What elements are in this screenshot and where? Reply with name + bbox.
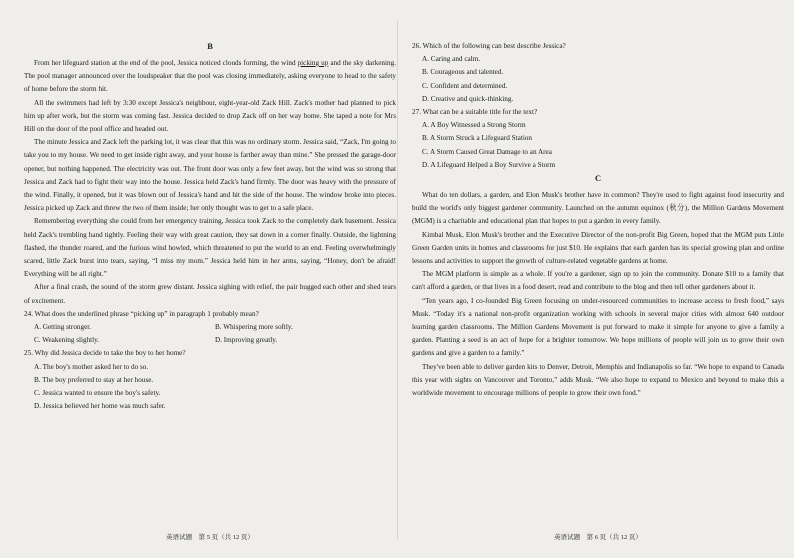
question-24-options-row-2 bbox=[24, 334, 396, 347]
passage-b-paragraph-2: All the swimmers had left by 3:30 except Jessica's neighbour, eight-year-old Zack Hill. Zack's mother had planned to pick him up after work, but the storm was coming fast. Jessica decided to drop Zack off on her way home. She taped a note for Mrs Hill on the door of the pool office and headed out. bbox=[24, 98, 396, 134]
passage-b-paragraph-5: After a final crash, the sound of the storm grew distant. Jessica sighing with relief, the pair hugged each other and shed tears of excitement. bbox=[24, 283, 396, 305]
p1-text-end: and the sky darkening. The pool manager announced over the loudspeaker that the pool was closing immediately, asking everyone to head to the safety of home before the storm hit. bbox=[24, 59, 396, 94]
q25-option-c[interactable]: C. Jessica wanted to ensure the boy's safety. bbox=[34, 389, 161, 398]
q26-option-b[interactable]: B. Courageous and talented. bbox=[422, 68, 504, 77]
q24-option-d[interactable]: D. Improving greatly. bbox=[215, 336, 278, 345]
q26-option-a[interactable]: A. Caring and calm. bbox=[422, 55, 481, 64]
page-footer-left: 英语试题 第 5 页（共 12 页） bbox=[166, 533, 254, 541]
q24-option-c[interactable]: C. Weakening slightly. bbox=[34, 336, 100, 345]
question-26: 26. Which of the following can best describe Jessica? bbox=[412, 42, 566, 50]
question-24: 24. What does the underlined phrase “picking up” in paragraph 1 probably mean? bbox=[24, 309, 259, 318]
q27-option-a[interactable]: A. A Boy Witnessed a Strong Storm bbox=[422, 121, 526, 130]
left-page bbox=[24, 0, 396, 558]
q26-option-d[interactable]: D. Creative and quick-thinking. bbox=[422, 94, 514, 103]
passage-c-paragraph-4: “Ten years ago, I co-founded Big Green focusing on under-resourced communities to increase access to fresh food,” says Musk. “Today it's a national non-profit organization working with schools in several major cities with almost 640 outdoor learning garden classrooms. The Million Gardens Movement is put forward to make it simple for anyone to give a family a garden. Planting a seed is an act of hope for a brighter tomorrow. We hope millions of people will join us to grow their own gardens and give a garden to a family.” bbox=[412, 296, 784, 358]
passage-c-paragraph-1: What do ten dollars, a garden, and Elon Musk's brother have in common? They're used to fight against food insecurity and build the world's only biggest gardener community. Launched on the autumn equinox (秋分), the Million Gardens Movement (MGM) is a charitable and educational plan that hopes to put a garden in every family. bbox=[412, 191, 784, 226]
passage-c-paragraph-3: The MGM platform is simple as a whole. If you're a gardener, sign up to join the community. Donate $10 to a family that can't afford a garden, or that lives in a food desert, read and contribute to the blog and then tell other gardeners about it. bbox=[412, 270, 784, 292]
q27-option-b[interactable]: B. A Storm Struck a Lifeguard Station bbox=[422, 134, 532, 143]
q24-option-b[interactable]: B. Whispering more softly. bbox=[215, 323, 293, 332]
underlined-phrase: picking up bbox=[297, 59, 329, 67]
passage-c-paragraph-2: Kimbal Musk, Elon Musk's brother and the Executive Director of the non-profit Big Green, hoped that the MGM puts Little Green Garden units in homes and classrooms for just $10. He explains that each garden has its special growing plan and online lessons and activities to support the growth of culture-related vegetable gardens at home. bbox=[412, 230, 784, 266]
passage-b-paragraph-4: Remembering everything she could from her emergency training, Jessica took Zack to the completely dark basement. Jessica held Zack's trembling hand tightly. Feeling their way with great caution, they sat down in a corner finally. Outside, the lightning flashed, the thunder roared, and the furious wind howled, which threatened to put the world to an end. Feeling overwhelmingly scared, little Zack burst into tears, saying, “I miss my mom.” Jessica held him in her arms, saying, “Honey, don't be afraid! Everything will be all right.” bbox=[24, 217, 396, 279]
q24-option-a[interactable]: A. Getting stronger. bbox=[34, 323, 92, 332]
section-heading-c: C bbox=[594, 174, 602, 184]
q25-option-d[interactable]: D. Jessica believed her home was much safer. bbox=[34, 402, 166, 411]
question-24-options-row-1 bbox=[24, 321, 396, 334]
passage-c-paragraph-5: They've been able to deliver garden kits to Denver, Detroit, Memphis and Indianapolis so far. “We hope to expand to Canada this year with sights on Vancouver and Toronto,” adds Musk. “We also hope to expand to Mexico and beyond to make this a worldwide movement to encourage millions of people to grow their own food.” bbox=[412, 362, 784, 398]
question-25: 25. Why did Jessica decide to take the boy to her home? bbox=[24, 349, 186, 358]
q27-option-d[interactable]: D. A Lifeguard Helped a Boy Survive a Storm bbox=[422, 160, 556, 169]
passage-b-paragraph-3: The minute Jessica and Zack left the parking lot, it was clear that this was no ordinary storm. Jessica said, “Zack, I'm going to take you to my house. We need to get inside right away, and your house is farther away than mine.” She pressed the garage-door opener, but nothing happened. The electricity was out. The front door was only a few feet away, but the wind was so strong that Jessica and Zack had to fight their way into the house. Jessica held Zack's hand firmly. The door was heavy with the pressure of the wind. Finally, it opened, but it was blown out of Jessica's hand and hit the side of the house. The window broke into pieces. Jessica picked up Zack and threw the two of them inside; her only thought was to get to a safe place. bbox=[24, 138, 396, 213]
p1-text-start: From her lifeguard station at the end of the pool, Jessica noticed clouds forming, the wind bbox=[34, 59, 298, 67]
passage-b-paragraph-1 bbox=[24, 57, 396, 97]
section-heading-b: B bbox=[207, 42, 213, 51]
question-27: 27. What can be a suitable title for the text? bbox=[412, 108, 538, 117]
q27-option-c[interactable]: C. A Storm Caused Great Damage to an Area bbox=[422, 147, 552, 156]
page-divider bbox=[397, 20, 398, 540]
page-footer-right: 英语试题 第 6 页（共 12 页） bbox=[554, 533, 642, 541]
q26-option-c[interactable]: C. Confident and determined. bbox=[422, 81, 508, 90]
q25-option-a[interactable]: A. The boy's mother asked her to do so. bbox=[34, 362, 149, 371]
right-page bbox=[412, 0, 784, 558]
q25-option-b[interactable]: B. The boy preferred to stay at her house. bbox=[34, 375, 154, 384]
